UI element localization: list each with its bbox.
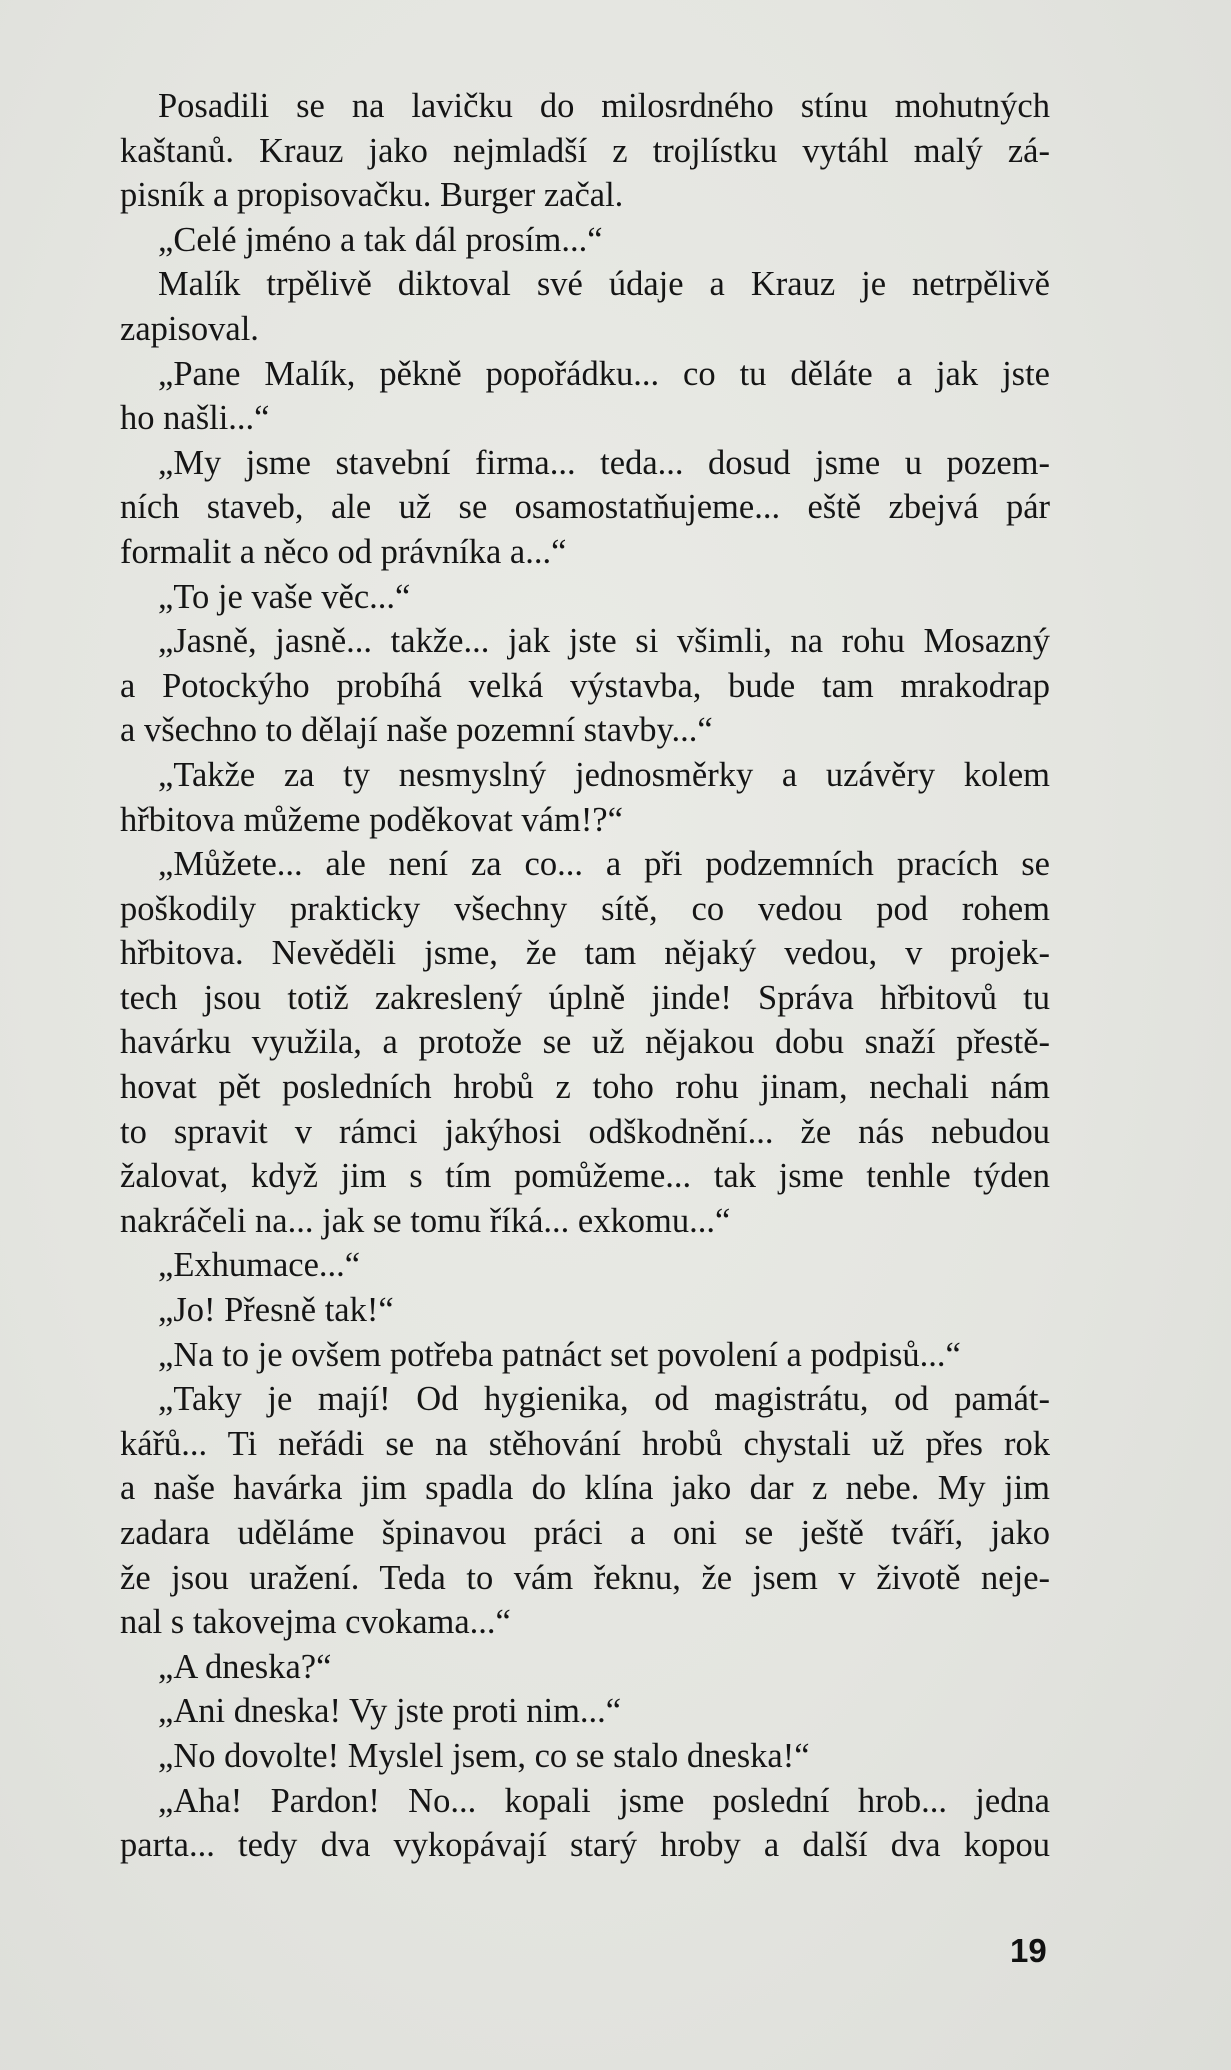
text-line: ních staveb, ale už se osamostatňujeme... eště zbejvá pár — [120, 488, 1050, 527]
text-line: ho našli...“ — [120, 399, 270, 438]
text-line: „No dovolte! Myslel jsem, co se stalo dneska!“ — [158, 1736, 810, 1775]
text-line: poškodily prakticky všechny sítě, co vedou pod rohem — [120, 889, 1050, 928]
text-line: tech jsou totiž zakreslený úplně jinde! Správa hřbitovů tu — [120, 978, 1050, 1017]
text-line: žalovat, když jim s tím pomůžeme... tak jsme tenhle týden — [120, 1157, 1050, 1196]
text-line: „Jasně, jasně... takže... jak jste si všimli, na rohu Mosazný — [158, 622, 1050, 661]
text-line: „My jsme stavební firma... teda... dosud jsme u pozem- — [158, 443, 1050, 482]
text-line: „Taky je mají! Od hygienika, od magistrátu, od památ- — [158, 1380, 1050, 1419]
text-line: a naše havárka jim spadla do klína jako dar z nebe. My jim — [120, 1469, 1050, 1508]
text-line: hřbitova můžeme poděkovat vám!?“ — [120, 800, 623, 839]
text-line: a všechno to dělají naše pozemní stavby...“ — [120, 711, 713, 750]
text-line: nakráčeli na... jak se tomu říká... exkomu...“ — [120, 1201, 731, 1240]
page-number: 19 — [1010, 1932, 1047, 1969]
text-line: „Jo! Přesně tak!“ — [158, 1291, 394, 1330]
text-line: nal s takovejma cvokama...“ — [120, 1603, 511, 1642]
text-line: že jsou uražení. Teda to vám řeknu, že jsem v životě neje- — [120, 1558, 1050, 1597]
text-line: to spravit v rámci jakýhosi odškodnění... že nás nebudou — [120, 1112, 1050, 1151]
text-line: „A dneska?“ — [158, 1647, 332, 1686]
text-line: parta... tedy dva vykopávají starý hroby a další dva kopou — [120, 1826, 1050, 1865]
text-line: „Ani dneska! Vy jste proti nim...“ — [158, 1692, 622, 1731]
body-text — [120, 84, 1050, 1868]
text-line: „Takže za ty nesmyslný jednosměrky a uzávěry kolem — [158, 755, 1050, 794]
text-line: a Potockýho probíhá velká výstavba, bude tam mrakodrap — [120, 666, 1050, 705]
text-line: kaštanů. Krauz jako nejmladší z trojlístku vytáhl malý zá- — [120, 131, 1050, 170]
text-line: kářů... Ti neřádi se na stěhování hrobů chystali už přes rok — [120, 1424, 1050, 1463]
text-line: „Celé jméno a tak dál prosím...“ — [158, 220, 603, 259]
text-line: „Můžete... ale není za co... a při podzemních pracích se — [158, 845, 1050, 884]
text-line: „Exhumace...“ — [158, 1246, 361, 1285]
text-line: formalit a něco od právníka a...“ — [120, 532, 567, 571]
text-line: hovat pět posledních hrobů z toho rohu jinam, nechali nám — [120, 1068, 1050, 1107]
text-line: zapisoval. — [120, 309, 259, 348]
text-line: zadara uděláme špinavou práci a oni se ještě tváří, jako — [120, 1514, 1050, 1552]
text-line: „Na to je ovšem potřeba patnáct set povolení a podpisů...“ — [158, 1335, 961, 1374]
text-line: havárku využila, a protože se už nějakou dobu snaží přestě- — [120, 1023, 1050, 1062]
text-line: Malík trpělivě diktoval své údaje a Krauz je netrpělivě — [158, 265, 1050, 304]
text-line: „Aha! Pardon! No... kopali jsme poslední hrob... jedna — [158, 1781, 1050, 1820]
text-line: pisník a propisovačku. Burger začal. — [120, 176, 624, 215]
text-line: hřbitova. Nevěděli jsme, že tam nějaký vedou, v projek- — [120, 934, 1050, 973]
text-line: „Pane Malík, pěkně popořádku... co tu děláte a jak jste — [158, 354, 1050, 393]
text-line: Posadili se na lavičku do milosrdného stínu mohutných — [158, 87, 1050, 125]
text-line: „To je vaše věc...“ — [158, 577, 411, 616]
